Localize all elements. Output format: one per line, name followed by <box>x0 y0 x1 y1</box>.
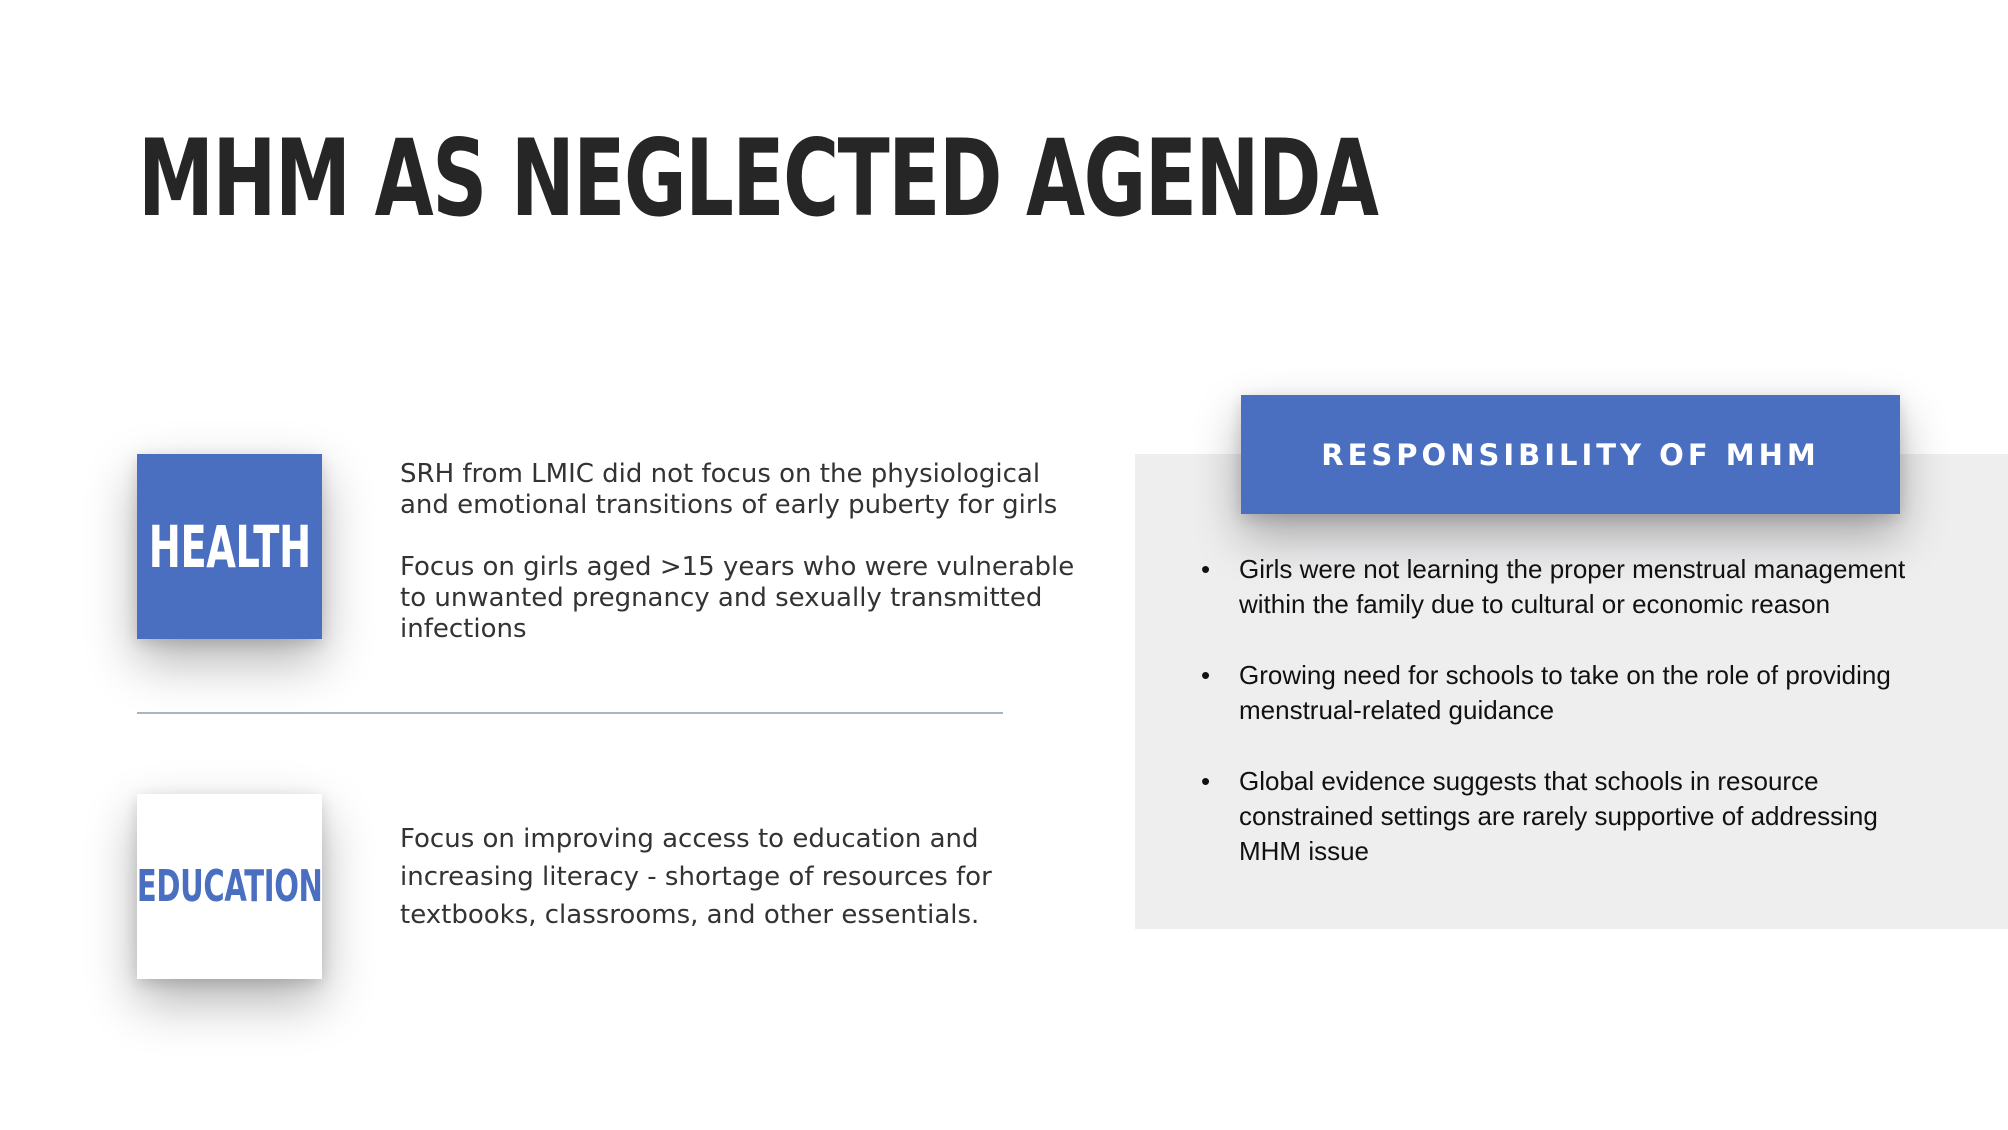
text-line: • Growing need for schools to take on the role of providing <box>1239 660 1891 690</box>
responsibility-header <box>1241 395 1900 514</box>
section-divider <box>137 712 1003 714</box>
text-line: MHM issue <box>1239 836 1370 866</box>
education-tile <box>137 794 322 979</box>
education-paragraph <box>400 820 992 934</box>
health-paragraph-2 <box>400 552 1074 645</box>
text-line: and emotional transitions of early puberty for girls <box>400 490 1058 520</box>
text-line: textbooks, classrooms, and other essentials. <box>400 900 980 930</box>
bullet-item <box>1239 552 1905 622</box>
text-line: • Girls were not learning the proper menstrual management <box>1239 554 1906 584</box>
text-line: infections <box>400 614 527 644</box>
bullet-item <box>1239 764 1905 869</box>
education-label: EDUCATION <box>136 861 323 912</box>
health-label: HEALTH <box>148 512 311 581</box>
text-line: increasing literacy - shortage of resources for <box>400 862 992 892</box>
text-line: Focus on improving access to education and <box>400 824 979 854</box>
responsibility-header-label: RESPONSIBILITY OF MHM <box>1321 437 1820 472</box>
text-line: Focus on girls aged >15 years who were vulnerable <box>400 552 1075 582</box>
text-line: within the family due to cultural or economic reason <box>1239 589 1831 619</box>
text-line: to unwanted pregnancy and sexually transmitted <box>400 583 1043 613</box>
text-line: • Global evidence suggests that schools in resource <box>1239 766 1819 796</box>
health-tile <box>137 454 322 639</box>
slide-title: MHM AS NEGLECTED AGENDA <box>138 117 1378 240</box>
health-paragraph-1 <box>400 459 1057 521</box>
responsibility-bullet-list <box>1239 552 1905 905</box>
text-line: SRH from LMIC did not focus on the physiological <box>400 459 1041 489</box>
text-line: constrained settings are rarely supportive of addressing <box>1239 801 1878 831</box>
text-line: menstrual-related guidance <box>1239 695 1555 725</box>
bullet-item <box>1239 658 1905 728</box>
